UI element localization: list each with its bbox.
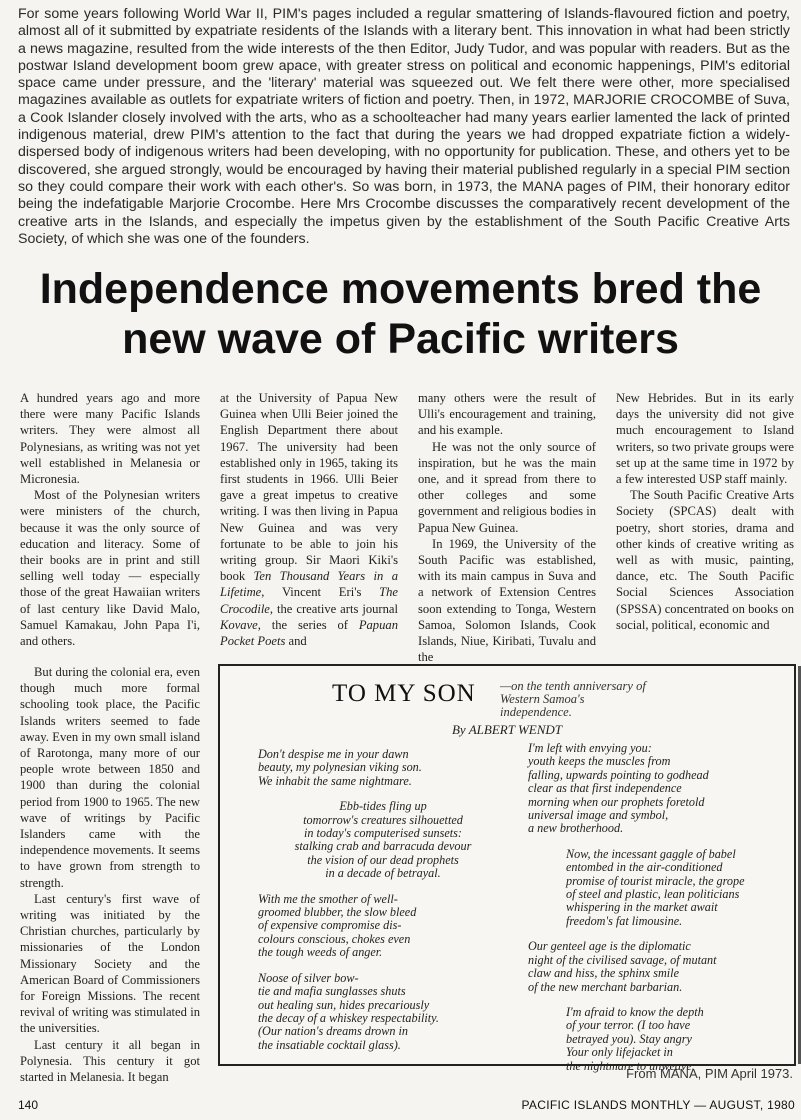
journal-title: Kovave — [220, 617, 258, 632]
poem-title: TO MY SON — [332, 680, 476, 707]
poem-stanza: With me the smother of well- groomed blubber, the slow bleed of expensive compromise dis- colours conscious, chokes even the tough weeds of anger. — [258, 891, 417, 960]
col1-paragraph: Last century's first wave of writing was initiated by the Christian churches, particularly by missionaries of the London Missionary Society and the American Board of Commissioners for Foreign Missions. The recent revival of writing was stimulated in the universities. — [20, 891, 200, 1036]
column-1 — [20, 390, 200, 649]
poem-subtitle: —on the tenth anniversary of Western Samoa's independence. — [500, 679, 646, 719]
book-title: The Crocodile — [220, 585, 398, 616]
col1-paragraph: Last century it all began in Polynesia. This century it got started in Melanesia. It began — [20, 1037, 200, 1085]
column-4 — [616, 390, 794, 633]
intro-text: For some years following World War II, PIM's pages included a regular smattering of Islands-flavoured fiction and poetry, almost all of it submitted by expatriate residents of the Islands with a literary bent. This innovation in what had been strictly a news magazine, resulted from the wide interests of the then Editor, Judy Tudor, and was popular with readers. But as the postwar Island development boom grew apace, with greater stress on political and economic happenings, PIM's editorial space came under pressure, and the 'literary' material was squeezed out. We felt there were other, more specialised magazines available as outlets for expatriate writers of fiction and poetry. Then, in 1972, MARJORIE CROCOMBE of Suva, a Cook Islander closely involved with the arts, who as a schoolteacher had many years earlier lamented the lack of printed indigenous material, drew PIM's attention to the fact that during the years we had dropped expatriate fiction a widely-dispersed body of indigenous writers had been developing, with no opportunity for publication. These, and others yet to be discovered, she argued strongly, would be encouraged by having their material published regularly in a special PIM section so they could compare their work with each other's. So was born, in 1973, the MANA pages of PIM, their honorary editor being the indefatigable Marjorie Crocombe. Here Mrs Crocombe discusses the comparatively recent development of the creative arts in the Islands, and especially the impetus given by the establishment of the South Pacific Creative Arts Society, of which she was one of the founders. — [18, 6, 790, 247]
headline-line-2: new wave of Pacific writers — [122, 315, 679, 363]
poem-stanza: Ebb-tides fling up tomorrow's creatures silhouetted in today's computerised sunsets: stalking crab and barracuda devour the vision of our dead prophets in a decade of betrayal. — [294, 799, 472, 881]
poem-credit: From MANA, PIM April 1973. — [626, 1066, 793, 1081]
headline-line-1: Independence movements bred the — [39, 265, 762, 313]
running-footer: PACIFIC ISLANDS MONTHLY — AUGUST, 1980 — [521, 1098, 795, 1112]
poem-stanza: I'm afraid to know the depth of your terror. (I too have betrayed you). Stay angry Your only lifejacket in the nightmare to unweave. — [566, 1004, 704, 1073]
column-2 — [220, 390, 398, 649]
col2-text: , the creative arts journal — [269, 601, 398, 616]
poem-stanza: I'm left with envying you: youth keeps the muscles from falling, upwards pointing to godhead clear as that first independence morning when our prophets foretold universal image and symbol, a new brotherhood. — [528, 741, 709, 836]
col4-paragraph: New Hebrides. But in its early days the university did not give much encouragement to Island writers, so two private groups were set up at the same time in 1972 by a few interested USP staff mainly. — [616, 391, 794, 487]
series-title: Papuan Pocket Poets — [220, 617, 398, 649]
col1-paragraph: Most of the Polynesian writers were ministers of the church, because it was the only source of education and literacy. Some of their books are in print and still selling well today — especially those of the great Hawaiian writers of last century like David Malo, Samuel Kamakau, John Papa I'i, and others. — [20, 488, 200, 649]
col2-text: , the series of — [257, 617, 359, 632]
poem-box — [218, 664, 796, 1073]
poem-stanza: Don't despise me in your dawn beauty, my polynesian viking son. We inhabit the same nightmare. — [258, 747, 422, 788]
col3-paragraph: He was not the only source of inspiration, but he was the main one, and it spread from there to other colleges and some government and religious bodies in Papua New Guinea. — [418, 439, 596, 535]
col3-paragraph: many others were the result of Ulli's encouragement and training, and his example. — [418, 391, 596, 438]
col1-paragraph: But during the colonial era, even though much more formal schooling took place, the Pacific Islands writers seemed to fade away. Even in my own small island of Rarotonga, many more of our people wrote between 1850 and 1900 than during the colonial period from 1900 to 1965. The new wave of writings by Pacific Islanders came with the independence movements. It seems to have grown from strength to strength. — [20, 665, 200, 890]
poem-stanza: Now, the incessant gaggle of babel entombed in the air-conditioned promise of tourist miracle, the grope of steel and plastic, lean politicians whispering in the market await freedom's fat limousine. — [566, 846, 745, 928]
book-title: Ten Thousand Years in a Lifetime — [220, 569, 398, 600]
poem-stanza: Noose of silver bow- tie and mafia sunglasses shuts out healing sun, hides precariously the decay of a whiskey respectability. (Our nation's dreams drown in the insatiable cocktail glass). — [258, 970, 439, 1052]
article-headline — [0, 264, 801, 364]
column-3 — [418, 390, 596, 665]
col4-paragraph: The South Pacific Creative Arts Society (SPCAS) dealt with poetry, short stories, drama and other kinds of creative writing as well as with music, painting, dance, etc. The South Pacific Social Sciences Association (SPSSA) concentrated on books on social, political, economic and — [616, 488, 794, 632]
col1-paragraph: A hundred years ago and more there were many Pacific Islands writers. They were almost all Polynesians, as writing was not yet well established in Melanesia or Micronesia. — [20, 391, 200, 487]
page-number: 140 — [18, 1098, 39, 1112]
col2-text: at the University of Papua New Guinea when Ulli Beier joined the English Department there about 1967. The university had been established only in 1965, taking its first students in 1966. Ulli Beier gave a great impetus to creative writing. I was then living in Papua New Guinea and was very fortunate to be able to join his writing group. Sir Maori Kiki's book — [220, 391, 398, 584]
col2-text: , Vincent Eri's — [261, 585, 380, 600]
editorial-intro — [18, 6, 790, 248]
col2-paragraph — [220, 390, 398, 649]
poem-stanza: Our genteel age is the diplomatic night of the civilised savage, of mutant claw and hiss, the sphinx smile of the new merchant barbarian. — [528, 939, 717, 994]
column-1-continued — [20, 664, 200, 1085]
poem-byline: By ALBERT WENDT — [451, 722, 563, 737]
poem-right-column — [528, 742, 790, 1085]
col2-text: and — [285, 634, 307, 649]
col3-paragraph: In 1969, the University of the South Pacific was established, with its main campus in Suva and a network of Extension Centres soon extending to Tonga, Western Samoa, Solomon Islands, Cook Islands, Niue, Kiribati, Tuvalu and the — [418, 536, 596, 665]
poem-left-column — [258, 748, 508, 1064]
